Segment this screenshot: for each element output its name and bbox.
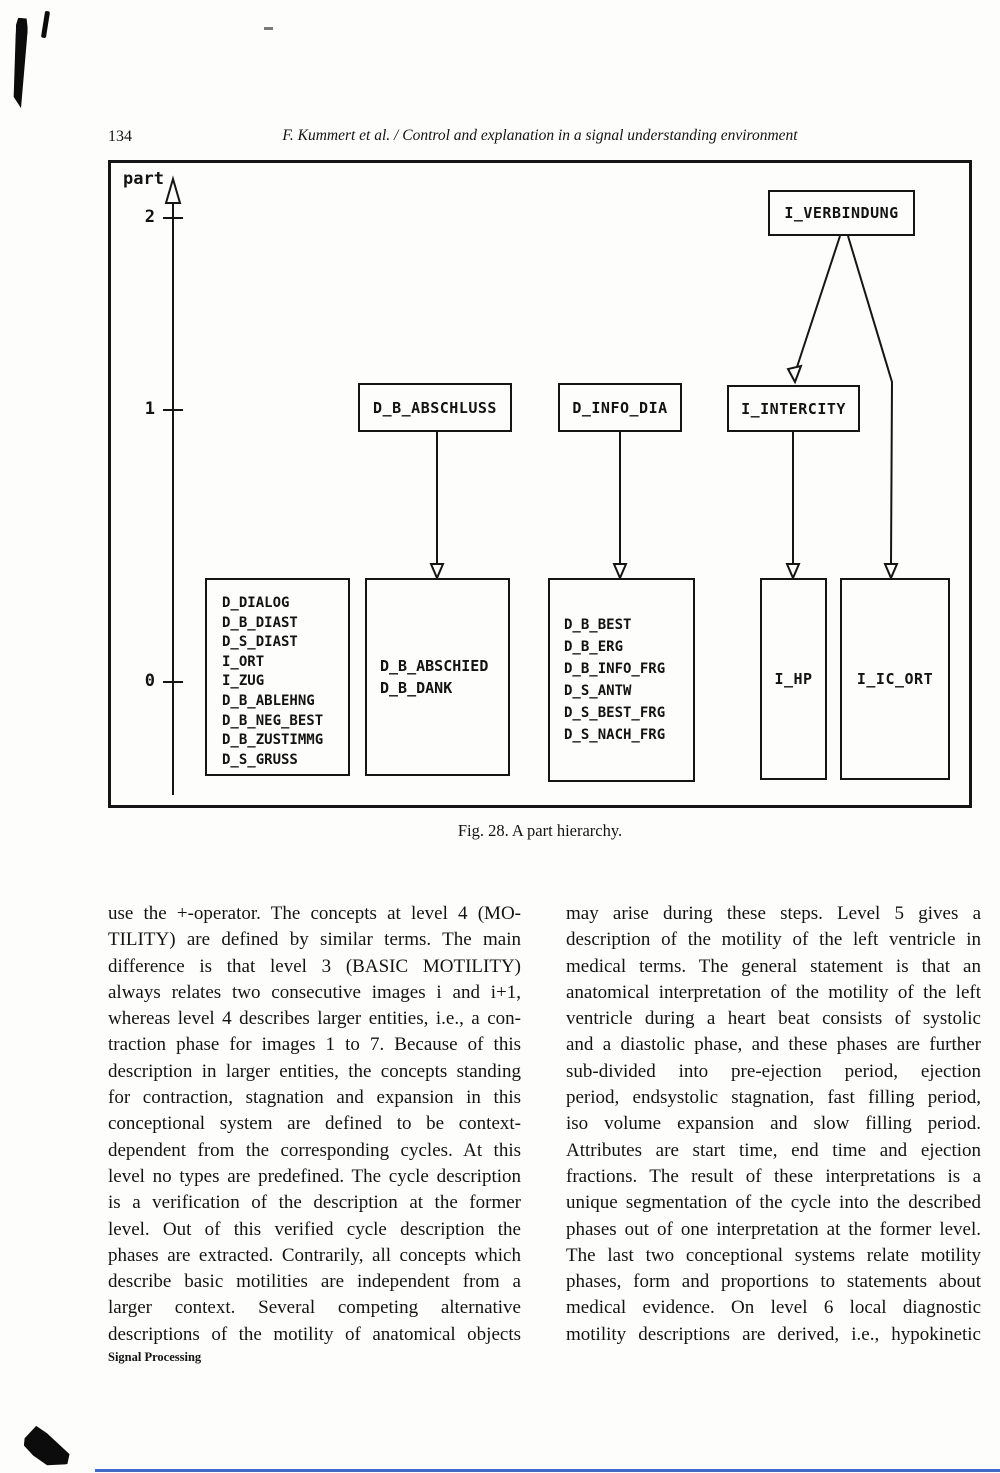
text-line: sub-divided into pre-ejection period, ejection [566, 1060, 981, 1082]
text-line: dependent from the corresponding cycles. At this [108, 1139, 521, 1161]
node-i-ic-ort: I_IC_ORT [840, 578, 950, 780]
node-i-hp: I_HP [760, 578, 827, 780]
arrowhead-icon [885, 564, 897, 578]
axis-arrow-icon [166, 179, 180, 203]
scan-artifact-dash [264, 27, 273, 30]
body-right-column [566, 901, 981, 1348]
text-line: level no types are predefined. The cycle description [108, 1165, 521, 1187]
node-i-intercity: I_INTERCITY [727, 385, 860, 432]
text-line: traction phase for images 1 to 7. Because of this [108, 1034, 521, 1056]
text-line: D_B_ABSCHIED [380, 657, 489, 675]
scan-edge-line [95, 1469, 1000, 1472]
text-line: ventricle during a heart beat consists of systolic [566, 1008, 981, 1030]
text-line: D_S_DIAST [222, 634, 298, 651]
node-group-abschied [365, 578, 510, 776]
text-line: D_B_DANK [380, 679, 453, 697]
text-line: D_S_NACH_FRG [564, 727, 666, 743]
text-line: period, endsystolic stagnation, fast filling period, [566, 1087, 981, 1109]
page-number: 134 [108, 128, 132, 145]
axis-tick-0: 0 [144, 671, 155, 691]
scan-artifact-top-left-tick [41, 11, 50, 38]
text-line: phases out of one interpretation at the former level. [566, 1218, 981, 1240]
text-line: D_B_ABLEHNG [222, 692, 315, 709]
part-axis [163, 201, 183, 795]
text-line: I_ZUG [222, 673, 265, 690]
text-line: is a verification of the description at the former [108, 1192, 521, 1214]
text-line: medical terms. The general statement is that an [566, 955, 981, 977]
text-line: phases are extracted. Contrarily, all concepts which [108, 1244, 521, 1266]
node-group-dialog [205, 578, 350, 776]
body-left-column [108, 901, 521, 1348]
text-line: descriptions of the motility of anatomical objects [108, 1323, 521, 1345]
text-line: The last two conceptional systems relate motility [566, 1244, 981, 1266]
figure-frame [108, 160, 972, 808]
node-d-info-dia: D_INFO_DIA [558, 383, 682, 432]
node-i-verbindung: I_VERBINDUNG [768, 190, 915, 236]
scan-artifact-bottom-left [21, 1420, 71, 1470]
text-line: whereas level 4 describes larger entities, i.e., a con- [108, 1008, 521, 1030]
text-line: use the +-operator. The concepts at level 4 (MO- [108, 903, 521, 924]
text-line: and a diastolic phase, and these phases are further [566, 1034, 981, 1056]
text-line: larger context. Several competing alternative [108, 1297, 521, 1319]
text-line: iso volume expansion and slow filling period. [566, 1113, 981, 1135]
text-line: anatomical interpretation of the motility of the left [566, 981, 981, 1003]
text-line: I_ORT [222, 653, 265, 670]
footer-journal-name: Signal Processing [108, 1350, 202, 1364]
text-line: fractions. The result of these interpretations is a [566, 1165, 981, 1187]
text-line: difference is that level 3 (BASIC MOTILITY) [108, 955, 521, 977]
axis-tick-2: 2 [144, 207, 155, 227]
text-line: phases, form and proportions to statements about [566, 1271, 981, 1293]
text-line: level. Out of this verified cycle description the [108, 1218, 521, 1240]
axis-label: part [123, 169, 164, 189]
text-line: description of the motility of the left ventricle in [566, 929, 981, 951]
text-line: TILITY) are defined by similar terms. The main [108, 929, 521, 951]
text-line: D_DIALOG [222, 595, 290, 611]
text-line: D_S_GRUSS [222, 751, 298, 768]
text-line: describe basic motilities are independent from a [108, 1271, 521, 1293]
text-line: D_B_ERG [564, 639, 624, 655]
text-line: may arise during these steps. Level 5 gives a [566, 903, 981, 924]
axis-tick-1: 1 [144, 399, 155, 419]
node-group-best [548, 578, 695, 782]
running-head: F. Kummert et al. / Control and explanation in a signal understanding environment [282, 127, 798, 144]
figure-caption: Fig. 28. A part hierarchy. [457, 821, 623, 840]
text-line: D_B_ZUSTIMMG [222, 732, 324, 749]
text-line: unique segmentation of the cycle into the described [566, 1192, 981, 1214]
scan-artifact-top-left [12, 18, 29, 109]
text-line: D_S_BEST_FRG [564, 705, 666, 721]
text-line: D_S_ANTW [564, 683, 632, 699]
text-line: medical evidence. On level 6 local diagnostic [566, 1297, 981, 1319]
node-d-b-abschluss: D_B_ABSCHLUSS [358, 383, 512, 432]
link-verbindung-to-intercity [797, 236, 840, 367]
text-line: Attributes are start time, end time and ejection [566, 1139, 981, 1161]
text-line: D_B_DIAST [222, 614, 298, 631]
arrowhead-icon [787, 564, 799, 578]
text-line: D_B_INFO_FRG [564, 661, 666, 677]
text-line: conceptional system are defined to be context- [108, 1113, 521, 1135]
text-line: D_B_NEG_BEST [222, 712, 324, 729]
arrowhead-icon [614, 564, 626, 578]
arrowhead-icon [788, 366, 801, 382]
text-line: for contraction, stagnation and expansion in this [108, 1087, 521, 1109]
text-line: motility descriptions are derived, i.e., hypokinetic [566, 1323, 981, 1345]
text-line: description in larger entities, the concepts standing [108, 1060, 521, 1082]
text-line: D_B_BEST [564, 617, 632, 633]
arrowhead-icon [431, 564, 443, 578]
text-line: always relates two consecutive images i and i+1, [108, 981, 521, 1003]
